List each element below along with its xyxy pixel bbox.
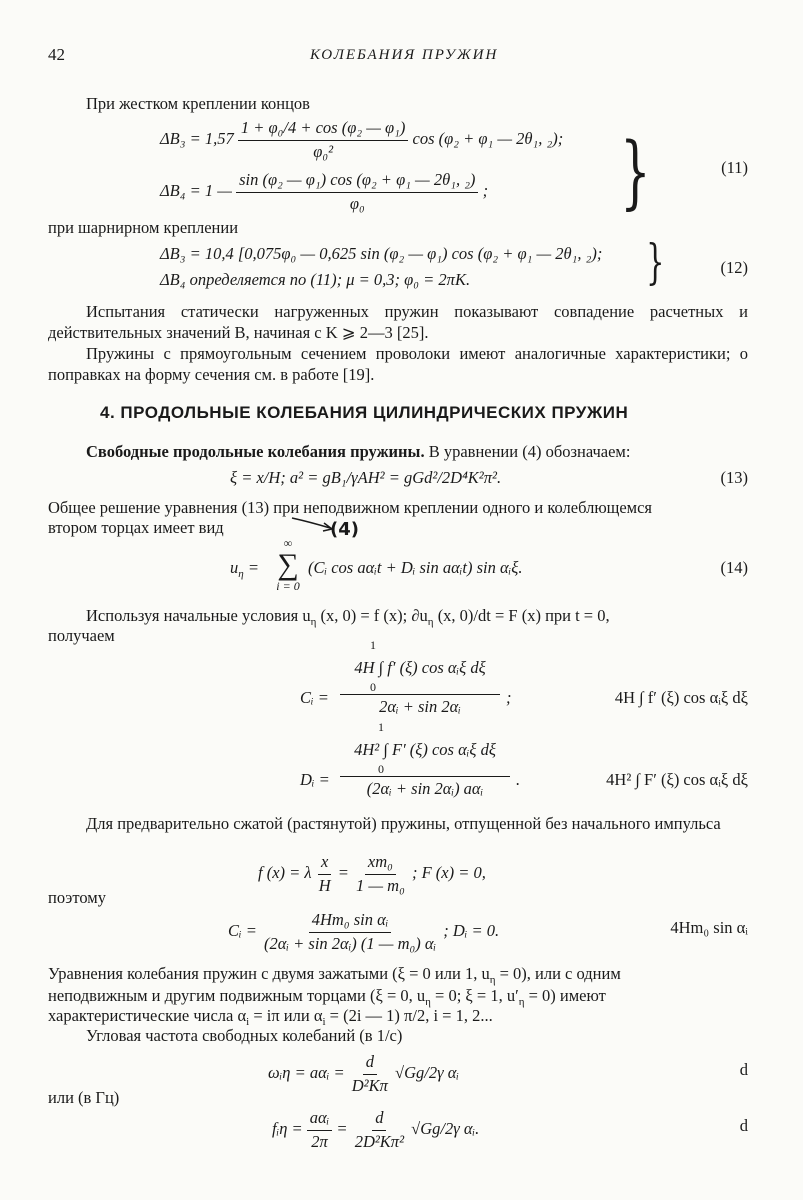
eq14-eta: η	[238, 568, 244, 580]
eq15-numerator: 4H ∫ f′ (ξ) cos αᵢξ dξ	[354, 658, 486, 677]
equation-number-13: (13)	[720, 468, 748, 487]
eq18-numerator: d	[363, 1052, 377, 1075]
free-vibration-paragraph	[48, 442, 748, 463]
eq19-fraction-2-den: 2D²Kπ²	[354, 1131, 405, 1151]
equation-17	[228, 910, 499, 954]
eq15-int-bottom: 0	[370, 680, 376, 694]
rigid-intro: При жестком креплении концов	[86, 94, 310, 113]
eq16-numerator-block	[340, 720, 510, 776]
eq18-tail: √Gg/2γ αᵢ	[395, 1062, 459, 1082]
clamped-line-3	[48, 1006, 748, 1027]
eq17-tail: ; Dᵢ = 0.	[443, 920, 500, 940]
running-title: КОЛЕБАНИЯ ПРУЖИН	[310, 47, 499, 63]
eq15-int-top: 1	[370, 638, 376, 652]
eq17-lhs: Cᵢ =	[228, 920, 257, 940]
page-number: 42	[48, 45, 65, 64]
clamped-text-b: = 0), или с одним	[495, 964, 621, 983]
equation-number-16: 4H² ∫ F′ (ξ) cos αᵢξ dξ	[606, 770, 748, 789]
eq14-sum-top: ∞	[283, 536, 293, 550]
fx-fraction-1-den: H	[318, 875, 331, 895]
i-sub-2: i	[322, 1016, 326, 1028]
eq16-denominator: (2αᵢ + sin 2αᵢ) aαᵢ	[340, 776, 510, 800]
eq17-fraction	[261, 910, 439, 954]
initial-text-c: (x, 0)/dt = F (x) при t = 0,	[437, 606, 610, 625]
section-heading: 4. ПРОДОЛЬНЫЕ КОЛЕБАНИЯ ЦИЛИНДРИЧЕСКИХ ПРУЖИН	[100, 403, 629, 422]
free-vibration-title: Свободные продольные колебания пружины.	[86, 442, 425, 461]
eq17-numerator: 4Hm₀ sin αᵢ	[309, 910, 392, 933]
equation-number-17: 4Hm₀ sin αᵢ	[670, 918, 748, 937]
i-sub-1: i	[246, 1016, 250, 1028]
eq19-lhs: fᵢη =	[272, 1118, 303, 1138]
eta-sub-2: η	[427, 616, 434, 628]
equation-number-19: d	[739, 1116, 748, 1135]
initial-text-b: (x, 0) = f (x); ∂u	[320, 606, 428, 625]
tests-paragraph: Испытания статически нагруженных пружин показывают совпадение расчетных и действительных значений B, начиная с K ⩾ 2—3 [25].	[48, 302, 748, 342]
eq15-numerator-block	[340, 638, 500, 694]
eq17-denominator: (2αᵢ + sin 2αᵢ) (1 — m₀) αᵢ	[264, 933, 437, 953]
clamped-text-a: Уравнения колебания пружин с двумя зажатыми (ξ = 0 или 1, u	[48, 964, 490, 983]
sum-symbol: ∑	[277, 548, 299, 581]
equation-13: ξ = x/H; a² = gB₁/γAH² = gGd²/2D⁴K²π².	[230, 468, 502, 487]
fx-fraction-1-num: x	[318, 852, 331, 875]
equation-number-14: (14)	[720, 558, 748, 577]
b3-lhs: ΔB₃ = 1,57	[160, 128, 234, 148]
eq16-tail: .	[516, 770, 521, 789]
rect-paragraph: Пружины с прямоугольным сечением проволоки имеют аналогичные характеристики; о поправках на форму сечения см. в работе [19].	[48, 344, 748, 384]
free-vibration-text: В уравнении (4) обозначаем:	[428, 442, 631, 461]
clamped-text-g: = iπ или α	[249, 1006, 323, 1025]
eq16-numerator: 4H² ∫ F′ (ξ) cos αᵢξ dξ	[354, 740, 496, 759]
eq14-u: u	[230, 558, 239, 577]
b3-fraction	[238, 118, 408, 162]
b3-numerator: 1 + φ₀/4 + cos (φ₂ — φ₁)	[238, 118, 408, 141]
initial-text-a: Используя начальные условия u	[86, 606, 311, 625]
fx-fraction-2-num: xm₀	[365, 852, 396, 875]
eq16-lhs: Dᵢ =	[300, 770, 330, 789]
eta-sub-4: η	[425, 996, 431, 1008]
eq19-eq: =	[336, 1118, 348, 1138]
eq14-rhs: (Cᵢ cos aαᵢt + Dᵢ sin aαᵢt) sin αᵢξ.	[308, 558, 523, 577]
clamped-text-e: = 0) имеют	[524, 986, 606, 1005]
fx-lhs: f (x) = λ	[258, 862, 312, 882]
clamped-text-c: неподвижным и другим подвижным торцами (ξ = 0, u	[48, 986, 426, 1005]
eq19-fraction-1	[307, 1108, 333, 1152]
eta-sub-3: η	[489, 974, 496, 986]
equation-b3	[160, 118, 563, 162]
b3-tail: cos (φ₂ + φ₁ — 2θ₁, ₂);	[412, 128, 564, 148]
clamped-line-1	[48, 964, 748, 985]
handwritten-arrow	[290, 514, 340, 534]
eq14-sum	[268, 536, 308, 594]
general-solution-line-1: Общее решение уравнения (13) при неподвижном креплении одного и колеблющемся	[48, 498, 653, 517]
b4-numerator: sin (φ₂ — φ₁) cos (φ₂ + φ₁ — 2θ₁, ₂)	[236, 170, 478, 193]
clamped-line-2	[48, 986, 748, 1007]
eq14-sum-bottom: i = 0	[276, 579, 300, 593]
eq19-fraction-2-num: d	[372, 1108, 386, 1131]
initial-conditions-line-2: получаем	[48, 626, 115, 645]
fx-eq: =	[337, 862, 349, 882]
fx-tail: ; F (x) = 0,	[411, 862, 486, 882]
b4-lhs: ΔB₄ = 1 —	[160, 180, 232, 200]
eq15-lhs: Cᵢ =	[300, 688, 329, 707]
equation-number-15: 4H ∫ f′ (ξ) cos αᵢξ dξ	[614, 688, 748, 707]
or-hz-text: или (в Гц)	[48, 1088, 120, 1107]
eq19-fraction-1-num: aαᵢ	[307, 1108, 333, 1131]
hinged-intro: при шарнирном креплении	[48, 218, 239, 237]
eq19-fraction-1-den: 2π	[311, 1131, 328, 1151]
equation-b4	[160, 170, 488, 214]
b4-denominator: φ₀	[349, 193, 365, 213]
eta-sub-5: η	[518, 996, 525, 1008]
initial-conditions-line-1	[48, 606, 748, 627]
eq16-int-top: 1	[378, 720, 384, 734]
eq18-denominator: D²Kπ	[351, 1075, 388, 1095]
equation-19	[272, 1108, 479, 1152]
eq16-int-bottom: 0	[378, 762, 384, 776]
brace-11: }	[620, 125, 651, 218]
equation-h-b4: ΔB₄ определяется по (11); μ = 0,3; φ₀ = 2πK.	[160, 270, 471, 289]
clamped-text-h: = (2i — 1) π/2, i = 1, 2...	[325, 1006, 493, 1025]
brace-12: }	[646, 234, 665, 290]
pre-compressed-paragraph: Для предварительно сжатой (растянутой) пружины, отпущенной без начального импульса	[86, 814, 721, 833]
eq19-tail: √Gg/2γ αᵢ.	[411, 1118, 480, 1138]
equation-number-11: (11)	[721, 158, 748, 177]
b4-fraction	[236, 170, 478, 214]
b3-denominator: φ₀²	[313, 141, 334, 161]
fx-fraction-2-den: 1 — m₀	[356, 875, 405, 895]
eq14-lhs: $u_\eta$ =	[230, 558, 259, 580]
therefore-text: поэтому	[48, 888, 106, 907]
eq18-lhs: ωᵢη = aαᵢ =	[268, 1062, 345, 1082]
b4-tail: ;	[482, 180, 489, 200]
equation-number-18: d	[739, 1060, 748, 1079]
eq15-tail: ;	[506, 688, 512, 707]
equation-number-12: (12)	[720, 258, 748, 277]
clamped-text-d: = 0; ξ = 1, u′	[430, 986, 519, 1005]
eq16-fraction	[340, 722, 510, 800]
eq15-fraction	[340, 640, 500, 718]
general-solution-line-2: втором торцах имеет вид	[48, 518, 224, 537]
angular-frequency-paragraph: Угловая частота свободных колебаний (в 1/с)	[86, 1026, 403, 1045]
eq15-denominator: 2αᵢ + sin 2αᵢ	[340, 694, 500, 718]
handwritten-note: (4)	[330, 519, 359, 540]
eq19-fraction-2	[352, 1108, 407, 1152]
eta-sub-1: η	[310, 616, 317, 628]
clamped-text-f: характеристические числа α	[48, 1006, 247, 1025]
equation-h-b3: ΔB₃ = 10,4 [0,075φ₀ — 0,625 sin (φ₂ — φ₁) cos (φ₂ + φ₁ — 2θ₁, ₂);	[160, 244, 603, 263]
